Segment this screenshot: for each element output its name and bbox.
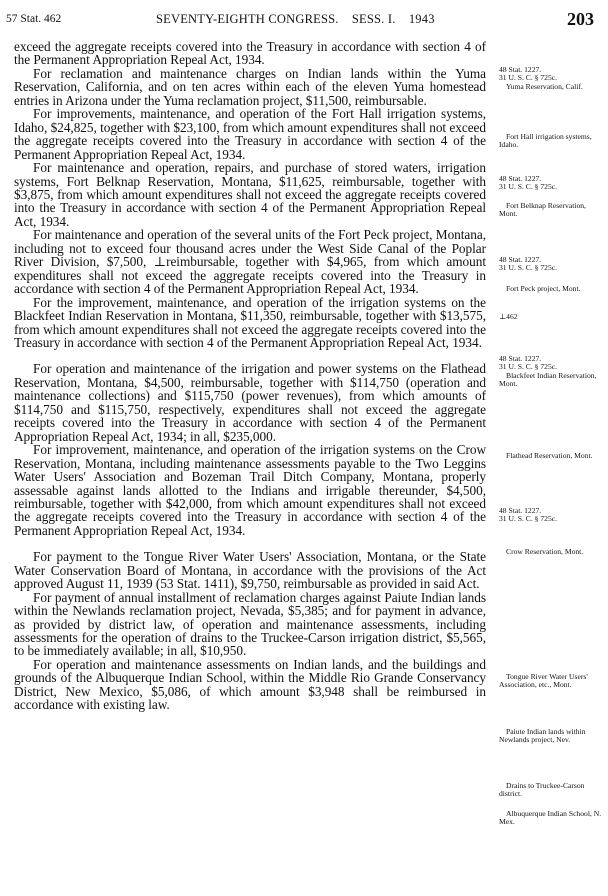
- session-label: SESS. I.: [351, 12, 396, 26]
- margin-note-paiute: [499, 728, 603, 745]
- margin-description: Flathead Reservation, Mont.: [506, 451, 593, 460]
- paragraph: For payment of annual installment of reclamation charges against Paiute Indian lands within the Newlands reclamation project, Nevada, $5,385; and for payment in advance, as provided by district law, of operation and maintenance assessments, including assessments for the operation of drains to the Truckee-Carson irrigation district, $5,565, to be immediately available; in all, $10,950.: [14, 589, 486, 659]
- margin-note-flathead: [499, 452, 603, 460]
- margin-note-blackfeet: [499, 355, 603, 388]
- margin-note-yuma: [499, 66, 603, 91]
- margin-citation: 48 Stat. 1227. 31 U. S. C. § 725c.: [499, 255, 558, 273]
- page-header: [6, 10, 598, 30]
- running-head: [156, 12, 435, 27]
- statute-text: [14, 40, 486, 712]
- page-number: 203: [567, 9, 594, 29]
- year-label: 1943: [408, 12, 435, 26]
- margin-note-fort-peck: [499, 285, 603, 293]
- margin-note-citation: [499, 256, 603, 273]
- congress-title: SEVENTY-EIGHTH CONGRESS.: [156, 12, 339, 26]
- margin-note-truckee-carson: [499, 782, 603, 799]
- paragraph: For maintenance and operation, repairs, and purchase of stored waters, irrigation systems, Fort Belknap Reservation, Montana, $11,625, reimbursable, together with $3,875, from which amount expenditures shall not exceed the aggregate receipts covered into the Treasury in accordance with section 4 of the Permanent Appropriation Repeal Act, 1934.: [14, 160, 486, 229]
- margin-note-albuquerque: [499, 810, 603, 827]
- margin-citation: 48 Stat. 1227. 31 U. S. C. § 725c.: [499, 506, 558, 524]
- margin-note-tongue-river: [499, 673, 603, 690]
- margin-description: Tongue River Water Users' Association, etc., Mont.: [499, 672, 588, 690]
- stat-reference: 57 Stat. 462: [6, 13, 62, 25]
- paragraph: For operation and maintenance of the irrigation and power systems on the Flathead Reservation, Montana, $4,500, reimbursable, together with $114,750 (operation and maintenance collections) and $115,750 (power revenues), from which amounts of $114,750 and $115,750, respectively, expenditures shall not exceed the aggregate receipts covered into the Treasury in accordance with section 4 of the Permanent Appropriation Repeal Act, 1934; in all, $235,000.: [14, 361, 486, 444]
- margin-note-fort-hall: [499, 133, 603, 150]
- margin-page-marker: ⊥462: [499, 312, 518, 321]
- margin-note-crow: [499, 548, 603, 556]
- paragraph: For the improvement, maintenance, and operation of the irrigation systems on the Blackfeet Indian Reservation in Montana, $11,350, reimbursable, together with $13,575, from which amount expenditures shall not exceed the aggregate receipts covered into the Treasury in accordance with section 4 of the Permanent Appropriation Repeal Act, 1934.: [14, 294, 486, 350]
- margin-description: Yuma Reservation, Calif.: [506, 81, 583, 91]
- margin-description: Crow Reservation, Mont.: [506, 547, 584, 556]
- margin-note-page-ref: [499, 313, 603, 321]
- margin-description: Albuquerque Indian School, N. Mex.: [499, 809, 602, 827]
- margin-description: Fort Belknap Reservation, Mont.: [499, 201, 586, 219]
- margin-description: Fort Peck project, Mont.: [506, 284, 581, 293]
- margin-note-citation: [499, 175, 603, 192]
- paragraph: For improvements, maintenance, and operation of the Fort Hall irrigation systems, Idaho, $24,825, together with $23,100, from which amount expenditures shall not exceed the aggregate receipts covered into the Treasury in accordance with section 4 of the Permanent Appropriation Repeal Act, 1934.: [14, 106, 486, 162]
- margin-description: Blackfeet Indian Reservation, Mont.: [499, 370, 597, 388]
- margin-description: Paiute Indian lands within Newlands project, Nev.: [499, 727, 586, 745]
- margin-note-citation: [499, 507, 603, 524]
- margin-citation: 48 Stat. 1227. 31 U. S. C. § 725c.: [499, 354, 558, 372]
- paragraph: For maintenance and operation of the several units of the Fort Peck project, Montana, including not to exceed four thousand acres under the West Side Canal of the Poplar River Division, $7,500, ⊥reimbursable, together with $4,965, from which amount expenditures shall not exceed the aggregate receipts covered into the Treasury in accordance with section 4 of the Permanent Appropriation Repeal Act, 1934.: [14, 227, 486, 297]
- paragraph: For payment to the Tongue River Water Users' Association, Montana, or the State Water Conservation Board of Montana, in accordance with the provisions of the Act approved August 11, 1939 (53 Stat. 1411), $9,750, reimbursable as provided in said Act.: [14, 549, 486, 592]
- margin-citation: 48 Stat. 1227. 31 U. S. C. § 725c.: [499, 65, 558, 83]
- margin-description: Fort Hall irrigation systems, Idaho.: [499, 132, 592, 150]
- margin-note-fort-belknap: [499, 202, 603, 219]
- paragraph: For reclamation and maintenance charges on Indian lands within the Yuma Reservation, California, and on ten acres within each of the eleven Yuma homestead entries in Arizona under the Yuma reclamation project, $11,500, reimbursable.: [14, 65, 486, 108]
- paragraph: For improvement, maintenance, and operation of the irrigation systems on the Crow Reservation, Montana, including maintenance assessments payable to the Two Leggins Water Users' Association and Bozeman Trail Ditch Company, Montana, properly assessable against lands allotted to the Indians and irrigable thereunder, $4,500, reimbursable, together with $42,000, from which amount expenditures shall not exceed the aggregate receipts covered into the Treasury in accordance with section 4 of the Permanent Appropriation Repeal Act, 1934.: [14, 442, 486, 538]
- margin-citation: 48 Stat. 1227. 31 U. S. C. § 725c.: [499, 174, 558, 192]
- paragraph: For operation and maintenance assessments on Indian lands, and the buildings and grounds of the Albuquerque Indian School, within the Middle Rio Grande Conservancy District, New Mexico, $5,086, of which amount $3,948 shall be reimbursed in accordance with existing law.: [14, 656, 486, 713]
- paragraph: exceed the aggregate receipts covered into the Treasury in accordance with section 4 of the Permanent Appropriation Repeal Act, 1934.: [14, 39, 486, 68]
- margin-description: Drains to Truckee-Carson district.: [499, 781, 585, 799]
